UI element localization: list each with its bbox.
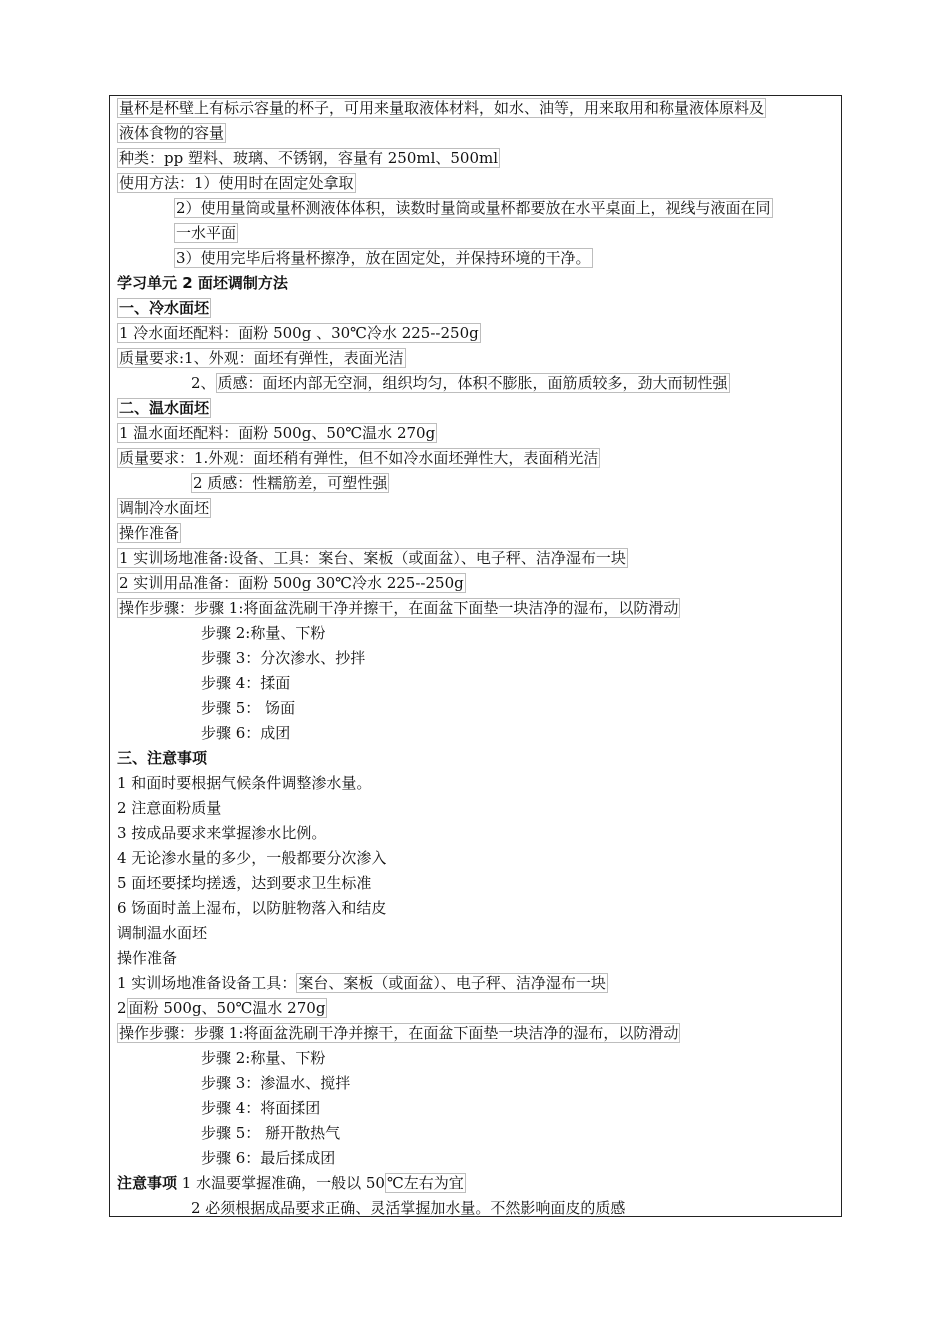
intro-line-1 xyxy=(117,97,766,120)
cold-prep-1 xyxy=(117,547,628,570)
warm-prep-2-num: 2 xyxy=(117,999,127,1017)
warm-step-1-box xyxy=(117,1023,680,1043)
final-note-1-text: 1 水温要掌握准确，一般以 50 xyxy=(181,1174,385,1192)
cold-dough-recipe xyxy=(117,322,481,345)
usage-step-2a xyxy=(174,197,773,220)
cold-prep-title xyxy=(117,522,181,545)
usage-step-2b xyxy=(174,222,238,245)
intro-text-1: 量杯是杯壁上有标示容量的杯子，可用来量取液体材料，如水、油等，用来取用和称量液体原料及 xyxy=(119,99,765,117)
warm-prep-2-value: 面粉 500g、50℃温水 270g xyxy=(128,999,326,1017)
usage-step-3-text: 3）使用完毕后将量杯擦净，放在固定处，并保持环境的干净。 xyxy=(176,249,591,267)
cold-step-1-text: 步骤 1:将面盆洗刷干净并擦干，在面盆下面垫一块洁净的湿布，以防滑动 xyxy=(194,599,679,617)
note-item-2: 2 注意面粉质量 xyxy=(117,799,222,817)
usage-step-3 xyxy=(174,247,593,270)
cold-dough-heading-text: 一、冷水面坯 xyxy=(119,299,210,317)
note-item-4: 4 无论渗水量的多少，一般都要分次渗入 xyxy=(117,849,387,867)
warm-dough-recipe xyxy=(117,422,437,445)
final-notes-label: 注意事项 xyxy=(117,1174,178,1192)
cold-prep-1-text: 1 实训场地准备:设备、工具：案台、案板（或面盆）、电子秤、洁净湿布一块 xyxy=(119,549,626,567)
intro-line-2 xyxy=(117,122,226,145)
cold-prep-2-text: 2 实训用品准备：面粉 500g 30℃冷水 225--250g xyxy=(119,574,464,592)
warm-step-3: 步骤 3：渗温水、搅拌 xyxy=(201,1074,351,1092)
cold-prep-2 xyxy=(117,572,466,595)
cold-proc-title-text: 调制冷水面坯 xyxy=(119,499,210,517)
cold-quality-2-num: 2、 xyxy=(191,374,216,392)
unit2-title: 学习单元 2 面坯调制方法 xyxy=(117,274,288,292)
cold-dough-heading xyxy=(117,297,211,320)
warm-step-5: 步骤 5： 掰开散热气 xyxy=(201,1124,341,1142)
cold-prep-title-text: 操作准备 xyxy=(119,524,180,542)
cold-step-6: 步骤 6：成团 xyxy=(201,724,291,742)
usage-step-2a-text: 2）使用量筒或量杯测液体体积，读数时量筒或量杯都要放在水平桌面上，视线与液面在同 xyxy=(176,199,771,217)
note-item-6: 6 饧面时盖上湿布，以防脏物落入和结皮 xyxy=(117,899,387,917)
usage-title-text: 使用方法：1）使用时在固定处拿取 xyxy=(119,174,354,192)
note-item-5: 5 面坯要揉均搓透，达到要求卫生标准 xyxy=(117,874,372,892)
warm-prep-1-value: 案台、案板（或面盆）、电子秤、洁净湿布一块 xyxy=(298,974,606,992)
final-note-1-suffix: ℃左右为宜 xyxy=(386,1174,464,1192)
cold-quality-2 xyxy=(191,372,730,395)
cold-step-3: 步骤 3：分次渗水、抄拌 xyxy=(201,649,366,667)
cold-quality-1-text: 质量要求:1、外观：面坯有弹性，表面光洁 xyxy=(119,349,404,367)
warm-dough-recipe-text: 1 温水面坯配料：面粉 500g、50℃温水 270g xyxy=(119,424,436,442)
warm-step-1 xyxy=(117,1022,680,1045)
cold-steps-label: 操作步骤： xyxy=(119,599,195,617)
warm-quality-2-text: 2 质感：性糯筋差，可塑性强 xyxy=(193,474,388,492)
usage-step-2b-text: 一水平面 xyxy=(176,224,237,242)
cold-step-4: 步骤 4：揉面 xyxy=(201,674,291,692)
warm-dough-heading-text: 二、温水面坯 xyxy=(119,399,210,417)
warm-quality-1 xyxy=(117,447,600,470)
cold-step-1-box xyxy=(117,598,680,618)
notes-heading: 三、注意事项 xyxy=(117,749,208,767)
cold-proc-title xyxy=(117,497,211,520)
cold-quality-2-text: 质感：面坯内部无空洞，组织均匀，体积不膨胀，面筋质较多，劲大而韧性强 xyxy=(217,374,728,392)
warm-prep-1 xyxy=(117,972,608,995)
warm-dough-heading xyxy=(117,397,211,420)
warm-steps-label: 操作步骤： xyxy=(119,1024,195,1042)
warm-quality-1-text: 质量要求：1.外观：面坯稍有弹性，但不如冷水面坯弹性大，表面稍光洁 xyxy=(119,449,599,467)
cold-dough-recipe-text: 1 冷水面坯配料：面粉 500g 、30℃冷水 225--250g xyxy=(119,324,479,342)
warm-proc-title: 调制温水面坯 xyxy=(117,924,208,942)
cold-step-5: 步骤 5： 饧面 xyxy=(201,699,296,717)
cold-step-1 xyxy=(117,597,680,620)
warm-step-2: 步骤 2:称量、下粉 xyxy=(201,1049,326,1067)
cold-quality-1 xyxy=(117,347,406,370)
warm-prep-1-label: 1 实训场地准备设备工具： xyxy=(117,974,297,992)
usage-title xyxy=(117,172,356,195)
final-note-1 xyxy=(117,1172,466,1195)
cup-types-text: 种类：pp 塑料、玻璃、不锈钢，容量有 250ml、500ml xyxy=(119,149,499,167)
warm-prep-2 xyxy=(117,997,327,1020)
cup-types xyxy=(117,147,500,170)
warm-prep-title: 操作准备 xyxy=(117,949,178,967)
note-item-1: 1 和面时要根据气候条件调整渗水量。 xyxy=(117,774,372,792)
warm-quality-2 xyxy=(191,472,389,495)
cold-step-2: 步骤 2:称量、下粉 xyxy=(201,624,326,642)
warm-step-4: 步骤 4：将面揉团 xyxy=(201,1099,321,1117)
warm-step-1-text: 步骤 1:将面盆洗刷干净并擦干，在面盆下面垫一块洁净的湿布，以防滑动 xyxy=(194,1024,679,1042)
final-note-2: 2 必须根据成品要求正确、灵活掌握加水量。不然影响面皮的质感 xyxy=(191,1199,626,1217)
note-item-3: 3 按成品要求来掌握渗水比例。 xyxy=(117,824,327,842)
intro-text-2: 液体食物的容量 xyxy=(119,124,225,142)
warm-step-6: 步骤 6：最后揉成团 xyxy=(201,1149,336,1167)
